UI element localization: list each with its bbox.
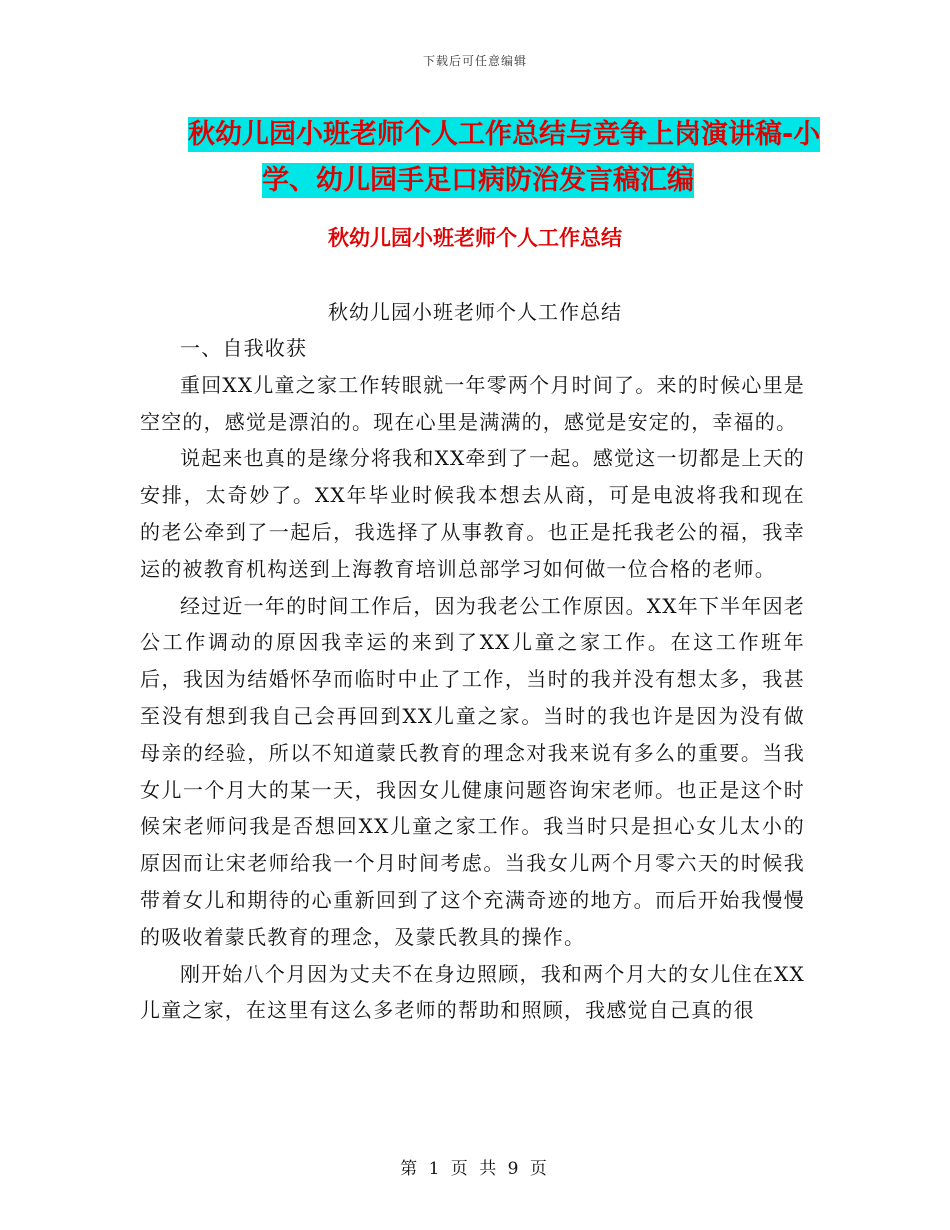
paragraph: 刚开始八个月因为丈夫不在身边照顾，我和两个月大的女儿住在XX儿童之家，在这里有这么多老师的帮助和照顾，我感觉自己真的很: [140, 961, 805, 1023]
document-title-line-1: 秋幼儿园小班老师个人工作总结与竞争上岗演讲稿-小: [188, 119, 821, 150]
section-subtitle: 秋幼儿园小班老师个人工作总结: [328, 300, 622, 324]
paragraph-heading: 一、自我收获: [180, 336, 308, 360]
page-footer: 第 1 页 共 9 页: [400, 1159, 550, 1179]
paragraph: 经过近一年的时间工作后，因为我老公工作原因。XX年下半年因老公工作调动的原因我幸运的来到了XX儿童之家工作。在这工作班年后，我因为结婚怀孕而临时中止了工作，当时的我并没有想太多，我甚至没有想到我自己会再回到XX儿童之家。当时的我也许是因为没有做母亲的经验，所以不知道蒙氏教育的理念对我来说有多么的重要。当我女儿一个月大的某一天，我因女儿健康问题咨询宋老师。也正是这个时候宋老师问我是否想回XX儿童之家工作。我当时只是担心女儿太小的原因而让宋老师给我一个月时间考虑。当我女儿两个月零六天的时候我带着女儿和期待的心重新回到了这个充满奇迹的地方。而后开始我慢慢的吸收着蒙氏教育的理念，及蒙氏教具的操作。: [140, 593, 805, 949]
document-title: [142, 112, 822, 204]
header-note: 下载后可任意编辑: [422, 54, 527, 68]
paragraph: 重回XX儿童之家工作转眼就一年零两个月时间了。来的时候心里是空空的，感觉是漂泊的。现在心里是满满的，感觉是安定的，幸福的。: [140, 372, 805, 434]
paragraph: 说起来也真的是缘分将我和XX牵到了一起。感觉这一切都是上天的安排，太奇妙了。XX年毕业时候我本想去从商，可是电波将我和现在的老公牵到了一起后，我选择了从事教育。也正是托我老公的福，我幸运的被教育机构送到上海教育培训总部学习如何做一位合格的老师。: [140, 446, 805, 581]
document-title-line-2: 学、幼儿园手足口病防治发言稿汇编: [262, 165, 694, 196]
body-text: [140, 330, 805, 1029]
section-heading: 秋幼儿园小班老师个人工作总结: [328, 226, 622, 250]
